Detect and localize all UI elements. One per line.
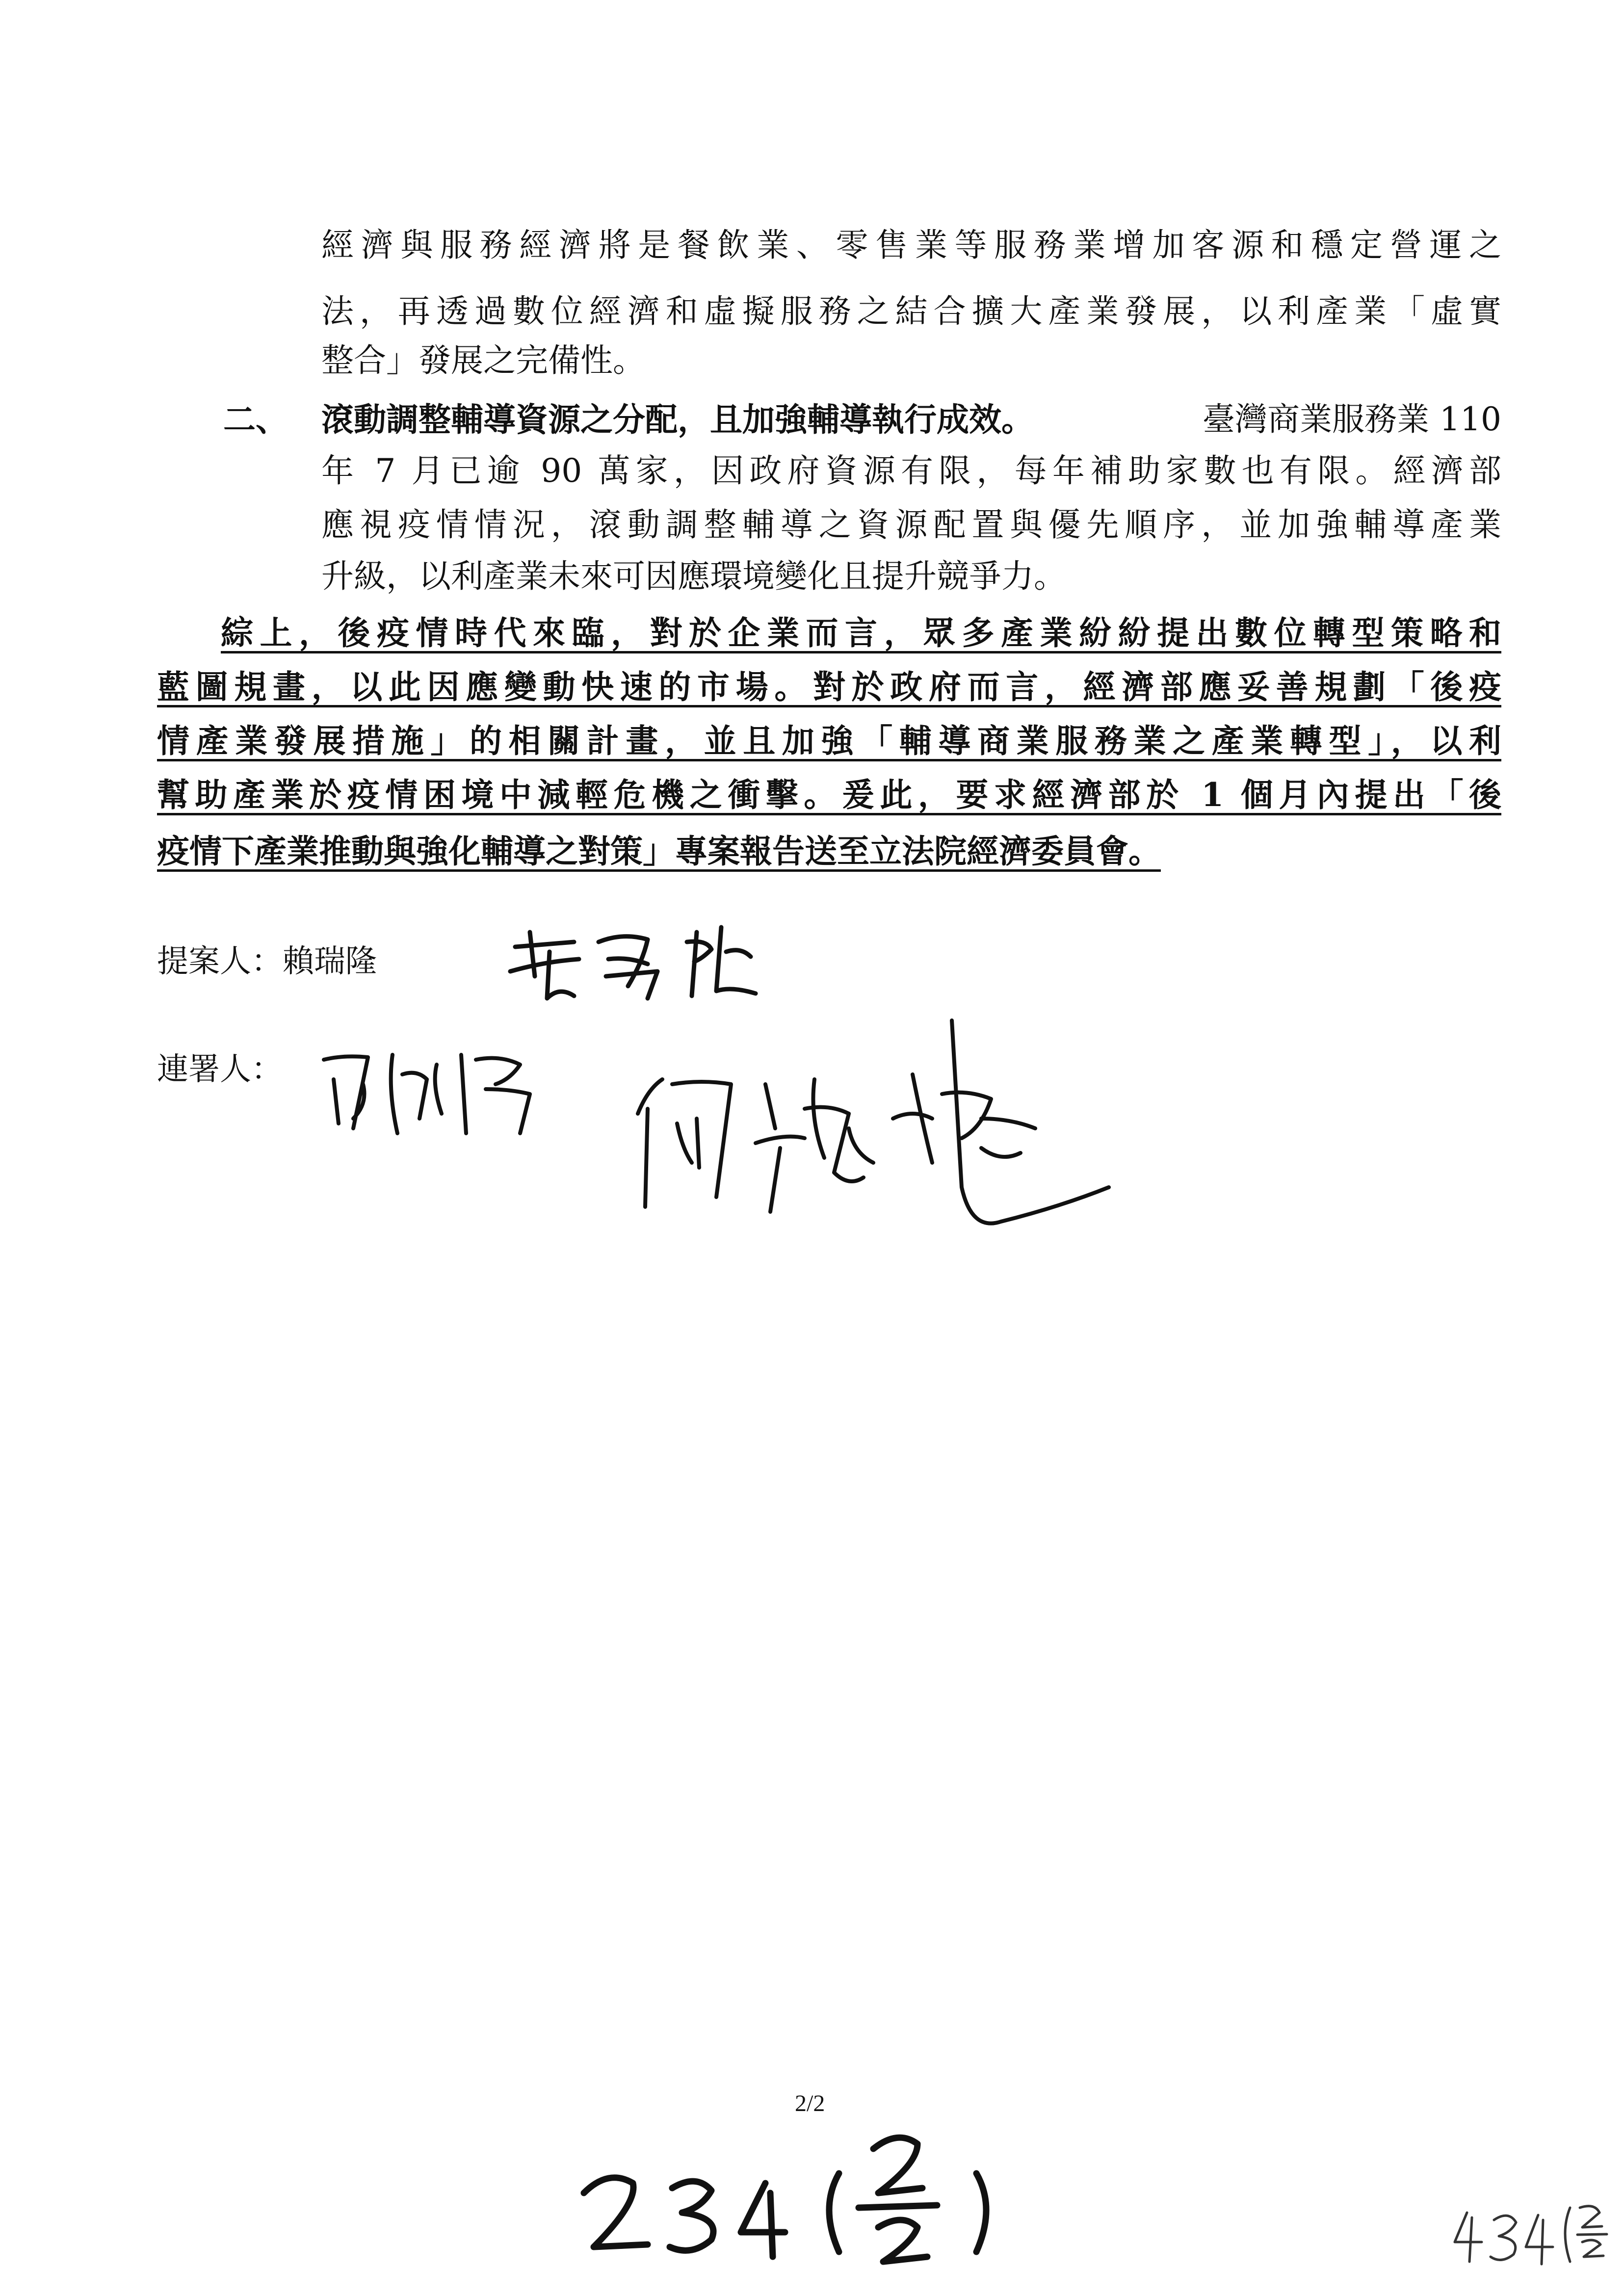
page-number: 2/2 (795, 2090, 825, 2116)
proposer-signature (500, 913, 775, 1011)
cosigners-label: 連署人： (157, 1051, 283, 1088)
item-two-line-1-rest: 臺灣商業服務業 110 (1203, 400, 1501, 438)
continuation-line-3: 整合」發展之完備性。 (321, 341, 645, 379)
item-two-line-1 (321, 397, 1501, 442)
cosigner-signature-1 (314, 1035, 550, 1148)
summary-line-2: 藍圖規畫，以此因應變動快速的市場。對於政府而言，經濟部應妥善規劃「後疫 (157, 668, 1501, 706)
summary-line-5: 疫情下產業推動與強化輔導之對策」專案報告送至立法院經濟委員會。 (157, 832, 1161, 870)
item-two-heading: 滾動調整輔導資源之分配，且加強輔導執行成效。 (321, 400, 1034, 439)
handwritten-page-mark (564, 2110, 1055, 2271)
summary-line-1: 綜上，後疫情時代來臨，對於企業而言，眾多產業紛紛提出數位轉型策略和 (221, 614, 1501, 652)
continuation-line-2: 法，再透過數位經濟和虛擬服務之結合擴大產業發展，以利產業「虛實 (321, 292, 1501, 330)
summary-line-3: 情產業發展措施」的相關計畫，並且加強「輔導商業服務業之產業轉型」，以利 (157, 722, 1501, 760)
item-two-marker: 二、 (223, 400, 288, 439)
item-two-line-2: 年 7 月已逾 90 萬家，因政府資源有限，每年補助家數也有限。經濟部 (321, 452, 1501, 490)
item-two-line-4: 升級，以利產業未來可因應環境變化且提升競爭力。 (321, 557, 1066, 595)
cosigner-signature-2 (618, 1001, 1266, 1266)
summary-line-4: 幫助產業於疫情困境中減輕危機之衝擊。爰此，要求經濟部於 1 個月內提出「後 (157, 776, 1501, 814)
continuation-line-1: 經濟與服務經濟將是餐飲業、零售業等服務業增加客源和穩定營運之 (321, 226, 1501, 264)
proposer-label: 提案人：賴瑞隆 (157, 943, 377, 980)
handwritten-corner-mark (1447, 2193, 1614, 2271)
item-two-line-3: 應視疫情情況，滾動調整輔導之資源配置與優先順序，並加強輔導產業 (321, 506, 1501, 544)
